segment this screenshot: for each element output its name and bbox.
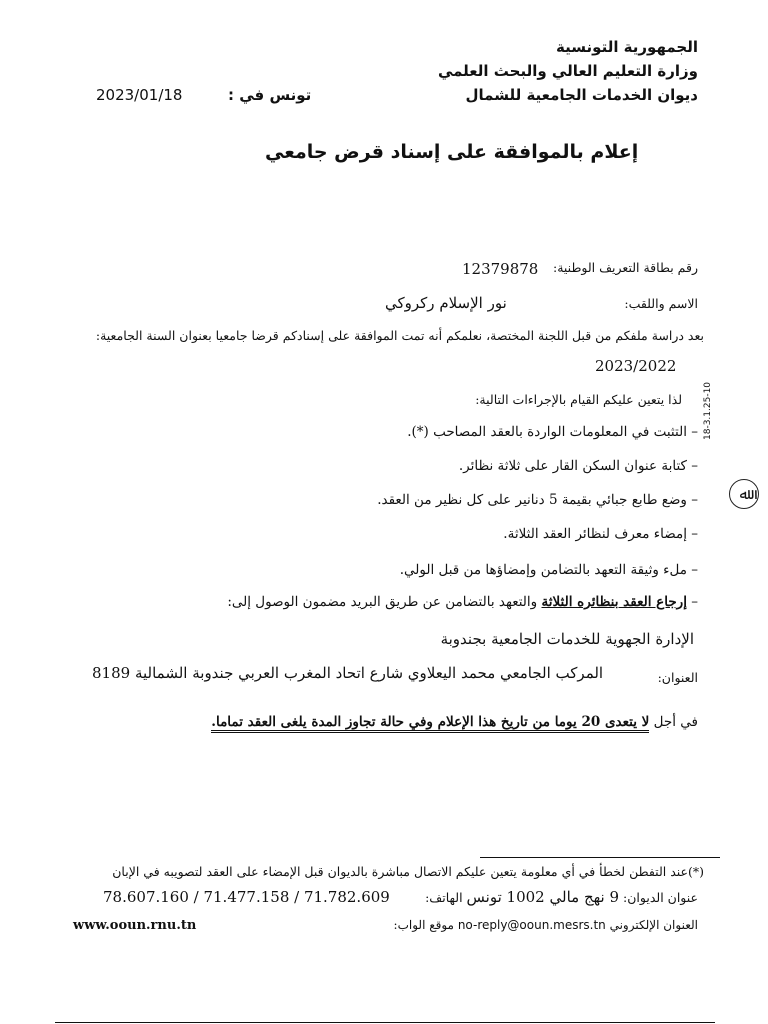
procedure-item: – كتابة عنوان السكن القار على ثلاثة نظائر.	[458, 458, 698, 474]
footnote-divider	[480, 857, 720, 858]
side-reference-code: 18-3.1.25-10	[703, 381, 713, 440]
website-link[interactable]: www.ooun.rnu.tn	[73, 918, 197, 933]
cin-label: رقم بطاقة التعريف الوطنية:	[552, 260, 698, 275]
office-address-line	[425, 888, 698, 906]
email-address[interactable]: no-reply@ooun.mesrs.tn	[457, 918, 606, 932]
address-value: المركب الجامعي محمد اليعلاوي شارع اتحاد المغرب العربي جندوبة الشمالية 8189	[92, 664, 604, 682]
office-address-label: عنوان الديوان:	[623, 890, 698, 905]
procedure-item: – وضع طابع جبائي بقيمة 5 دنانير على كل نظير من العقد.	[377, 492, 698, 508]
office-label: ديوان الخدمات الجامعية للشمال	[465, 86, 698, 104]
procedure-item: – ملء وثيقة التعهد بالتضامن وإمضاؤها من قبل الولي.	[399, 562, 698, 578]
footnote-text: (*)عند التفطن لخطأ في أي معلومة يتعين عليكم الاتصال مباشرة بالديوان قبل الإمضاء على العقد لتصويبه في الإبان	[112, 864, 704, 879]
deadline-emphasis: لا يتعدى 20 يوما من تاريخ هذا الإعلام وفي حالة تجاوز المدة يلغى العقد تماما.	[211, 714, 649, 733]
deadline-notice	[211, 714, 698, 730]
academic-year: 2023/2022	[595, 357, 677, 375]
website-label: موقع الواب:	[393, 918, 454, 932]
phone-numbers: 78.607.160 / 71.477.158 / 71.782.609	[103, 888, 390, 906]
republic-label: الجمهورية التونسية	[556, 38, 698, 56]
deadline-prefix: في أجل	[649, 714, 698, 730]
email-line	[394, 918, 698, 932]
email-label: العنوان الإلكتروني	[609, 918, 698, 932]
bottom-divider	[55, 1022, 715, 1023]
return-rest: والتعهد بالتضامن عن طريق البريد مضمون الوصول إلى:	[227, 594, 542, 610]
name-value: نور الإسلام ركروكي	[385, 294, 507, 312]
procedure-item: – التثبت في المعلومات الواردة بالعقد المصاحب (*).	[407, 424, 698, 440]
seal-icon: ﷲ	[729, 479, 759, 509]
return-instruction	[227, 594, 698, 610]
intro-text: بعد دراسة ملفكم من قبل اللجنة المختصة، نعلمكم أنه تمت الموافقة على إسنادكم قرضا جامعيا بعنوان السنة الجامعية:	[95, 328, 704, 343]
phone-label: الهاتف:	[425, 890, 463, 905]
return-emphasis: إرجاع العقد بنظائره الثلاثة	[541, 594, 687, 610]
regional-office: الإدارة الجهوية للخدمات الجامعية بجندوبة	[440, 630, 694, 648]
ministry-label: وزارة التعليم العالي والبحث العلمي	[437, 62, 698, 80]
document-date: 2023/01/18	[96, 86, 183, 104]
procedures-intro: لذا يتعين عليكم القيام بالإجراءات التالية:	[475, 392, 682, 407]
address-label: العنوان:	[657, 670, 698, 685]
return-prefix: –	[686, 594, 698, 610]
procedure-item: – إمضاء معرف لنظائر العقد الثلاثة.	[503, 526, 698, 542]
office-address-value: 9 نهج مالي 1002 تونس	[466, 888, 620, 906]
page-title: إعلام بالموافقة على إسناد قرض جامعي	[265, 141, 639, 163]
place-label: تونس في :	[228, 86, 312, 104]
cin-value: 12379878	[462, 260, 539, 278]
name-label: الاسم واللقب:	[624, 296, 698, 311]
